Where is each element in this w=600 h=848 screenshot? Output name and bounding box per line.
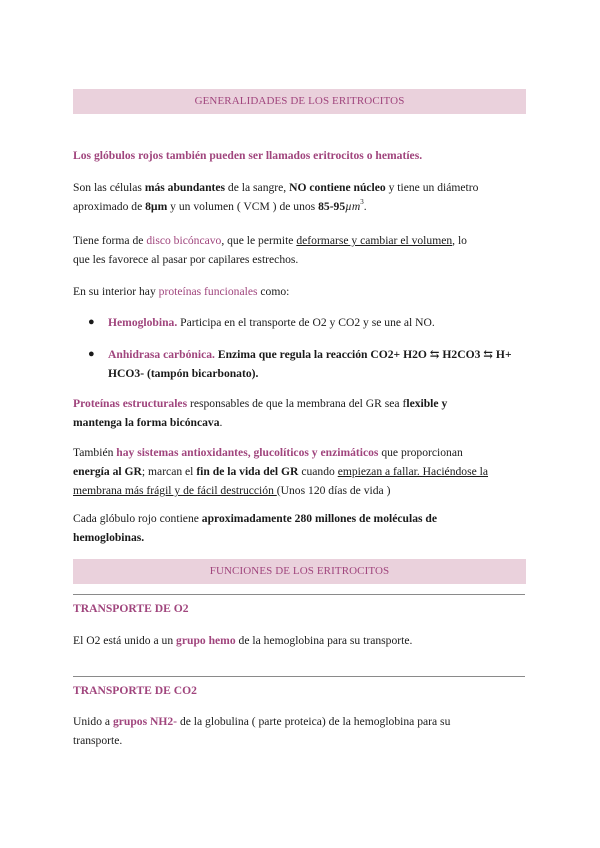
section-banner-generalidades: GENERALIDADES DE LOS ERITROCITOS <box>73 89 526 114</box>
text: y un volumen ( VCM ) de unos <box>167 200 319 213</box>
bullet-icon: ● <box>88 316 95 328</box>
text: En su interior hay <box>73 285 159 298</box>
bold-text: Enzima que regula la reacción CO2+ H2O ⇆ H2CO3 ⇆ H+ <box>214 348 512 361</box>
heading-transporte-co2: TRANSPORTE DE CO2 <box>73 684 197 697</box>
divider <box>73 594 525 595</box>
highlight-text: proteínas funcionales <box>158 285 258 298</box>
bullet-icon: ● <box>88 348 95 360</box>
text: que les favorece al pasar por capilares estrechos. <box>73 253 299 266</box>
highlight-text: disco bicóncavo <box>146 234 222 247</box>
highlight-text: Hemoglobina. <box>108 316 178 329</box>
paragraph-structural <box>73 394 527 432</box>
bold-text: más abundantes <box>144 181 226 194</box>
text: . <box>363 200 367 213</box>
text: de la sangre, <box>225 181 290 194</box>
bold-text: aproximadamente 280 millones de moléculas de <box>201 512 437 525</box>
heading-transporte-o2: TRANSPORTE DE O2 <box>73 602 189 615</box>
text: Son las células <box>73 181 145 194</box>
divider <box>73 676 525 677</box>
list-item-hemoglobina <box>108 313 528 332</box>
paragraph-o2 <box>73 631 527 650</box>
text: Cada glóbulo rojo contiene <box>73 512 202 525</box>
text: de la globulina ( parte proteica) de la hemoglobina para su <box>177 715 451 728</box>
text: , lo <box>452 234 467 247</box>
paragraph-interior <box>73 282 527 301</box>
bold-text: 8µm <box>145 200 168 213</box>
text: El O2 está unido a un <box>73 634 177 647</box>
text: responsables de que la membrana del GR sea f <box>187 397 407 410</box>
text: como: <box>257 285 290 298</box>
underlined-text: empiezan a fallar. Haciéndose la <box>337 465 489 478</box>
superscript: 3 <box>360 198 364 206</box>
text: transporte. <box>73 734 123 747</box>
bold-text: energía al GR <box>73 465 142 478</box>
text: aproximado de <box>73 200 146 213</box>
text: También <box>73 446 117 459</box>
text: , que le permite <box>221 234 297 247</box>
paragraph-systems <box>73 443 527 500</box>
text: que proporcionan <box>378 446 463 459</box>
text: de la hemoglobina para su transporte. <box>235 634 413 647</box>
bold-text: fin de la vida del GR <box>196 465 299 478</box>
text: cuando <box>298 465 338 478</box>
text: . <box>219 416 223 429</box>
underlined-text: membrana más frágil y de fácil destrucción <box>73 484 277 497</box>
highlight-text: hay sistemas antioxidantes, glucolíticos y enzimáticos <box>116 446 379 459</box>
bold-text: hemoglobinas. <box>73 531 145 544</box>
bold-text: 85-95 <box>318 200 346 213</box>
section-banner-funciones: FUNCIONES DE LOS ERITROCITOS <box>73 559 526 584</box>
text: Unido a <box>73 715 113 728</box>
highlight-text: Proteínas estructurales <box>73 397 188 410</box>
highlight-text: Anhidrasa carbónica. <box>108 348 215 361</box>
bold-text: HCO3- (tampón bicarbonato). <box>108 367 259 380</box>
paragraph-hemoglobin-count <box>73 509 527 547</box>
bold-text: lexible y <box>406 397 448 410</box>
bold-text: NO contiene núcleo <box>289 181 386 194</box>
unit-text: µm <box>345 200 361 213</box>
highlight-text: grupo hemo <box>176 634 236 647</box>
paragraph-cells <box>73 178 527 216</box>
text: (Unos 120 días de vida ) <box>276 484 391 497</box>
text: Participa en el transporte de O2 y CO2 y se une al NO. <box>177 316 435 329</box>
text: ; marcan el <box>141 465 197 478</box>
paragraph-co2 <box>73 712 527 750</box>
highlight-text: grupos NH2- <box>112 715 178 728</box>
paragraph-shape <box>73 231 527 269</box>
underlined-text: deformarse y cambiar el volumen <box>296 234 453 247</box>
text: Tiene forma de <box>73 234 147 247</box>
text: y tiene un diámetro <box>385 181 479 194</box>
bold-text: mantenga la forma bicóncava <box>73 416 220 429</box>
intro-paragraph: Los glóbulos rojos también pueden ser llamados eritrocitos o hematíes. <box>73 149 423 162</box>
list-item-anhidrasa <box>108 345 528 383</box>
